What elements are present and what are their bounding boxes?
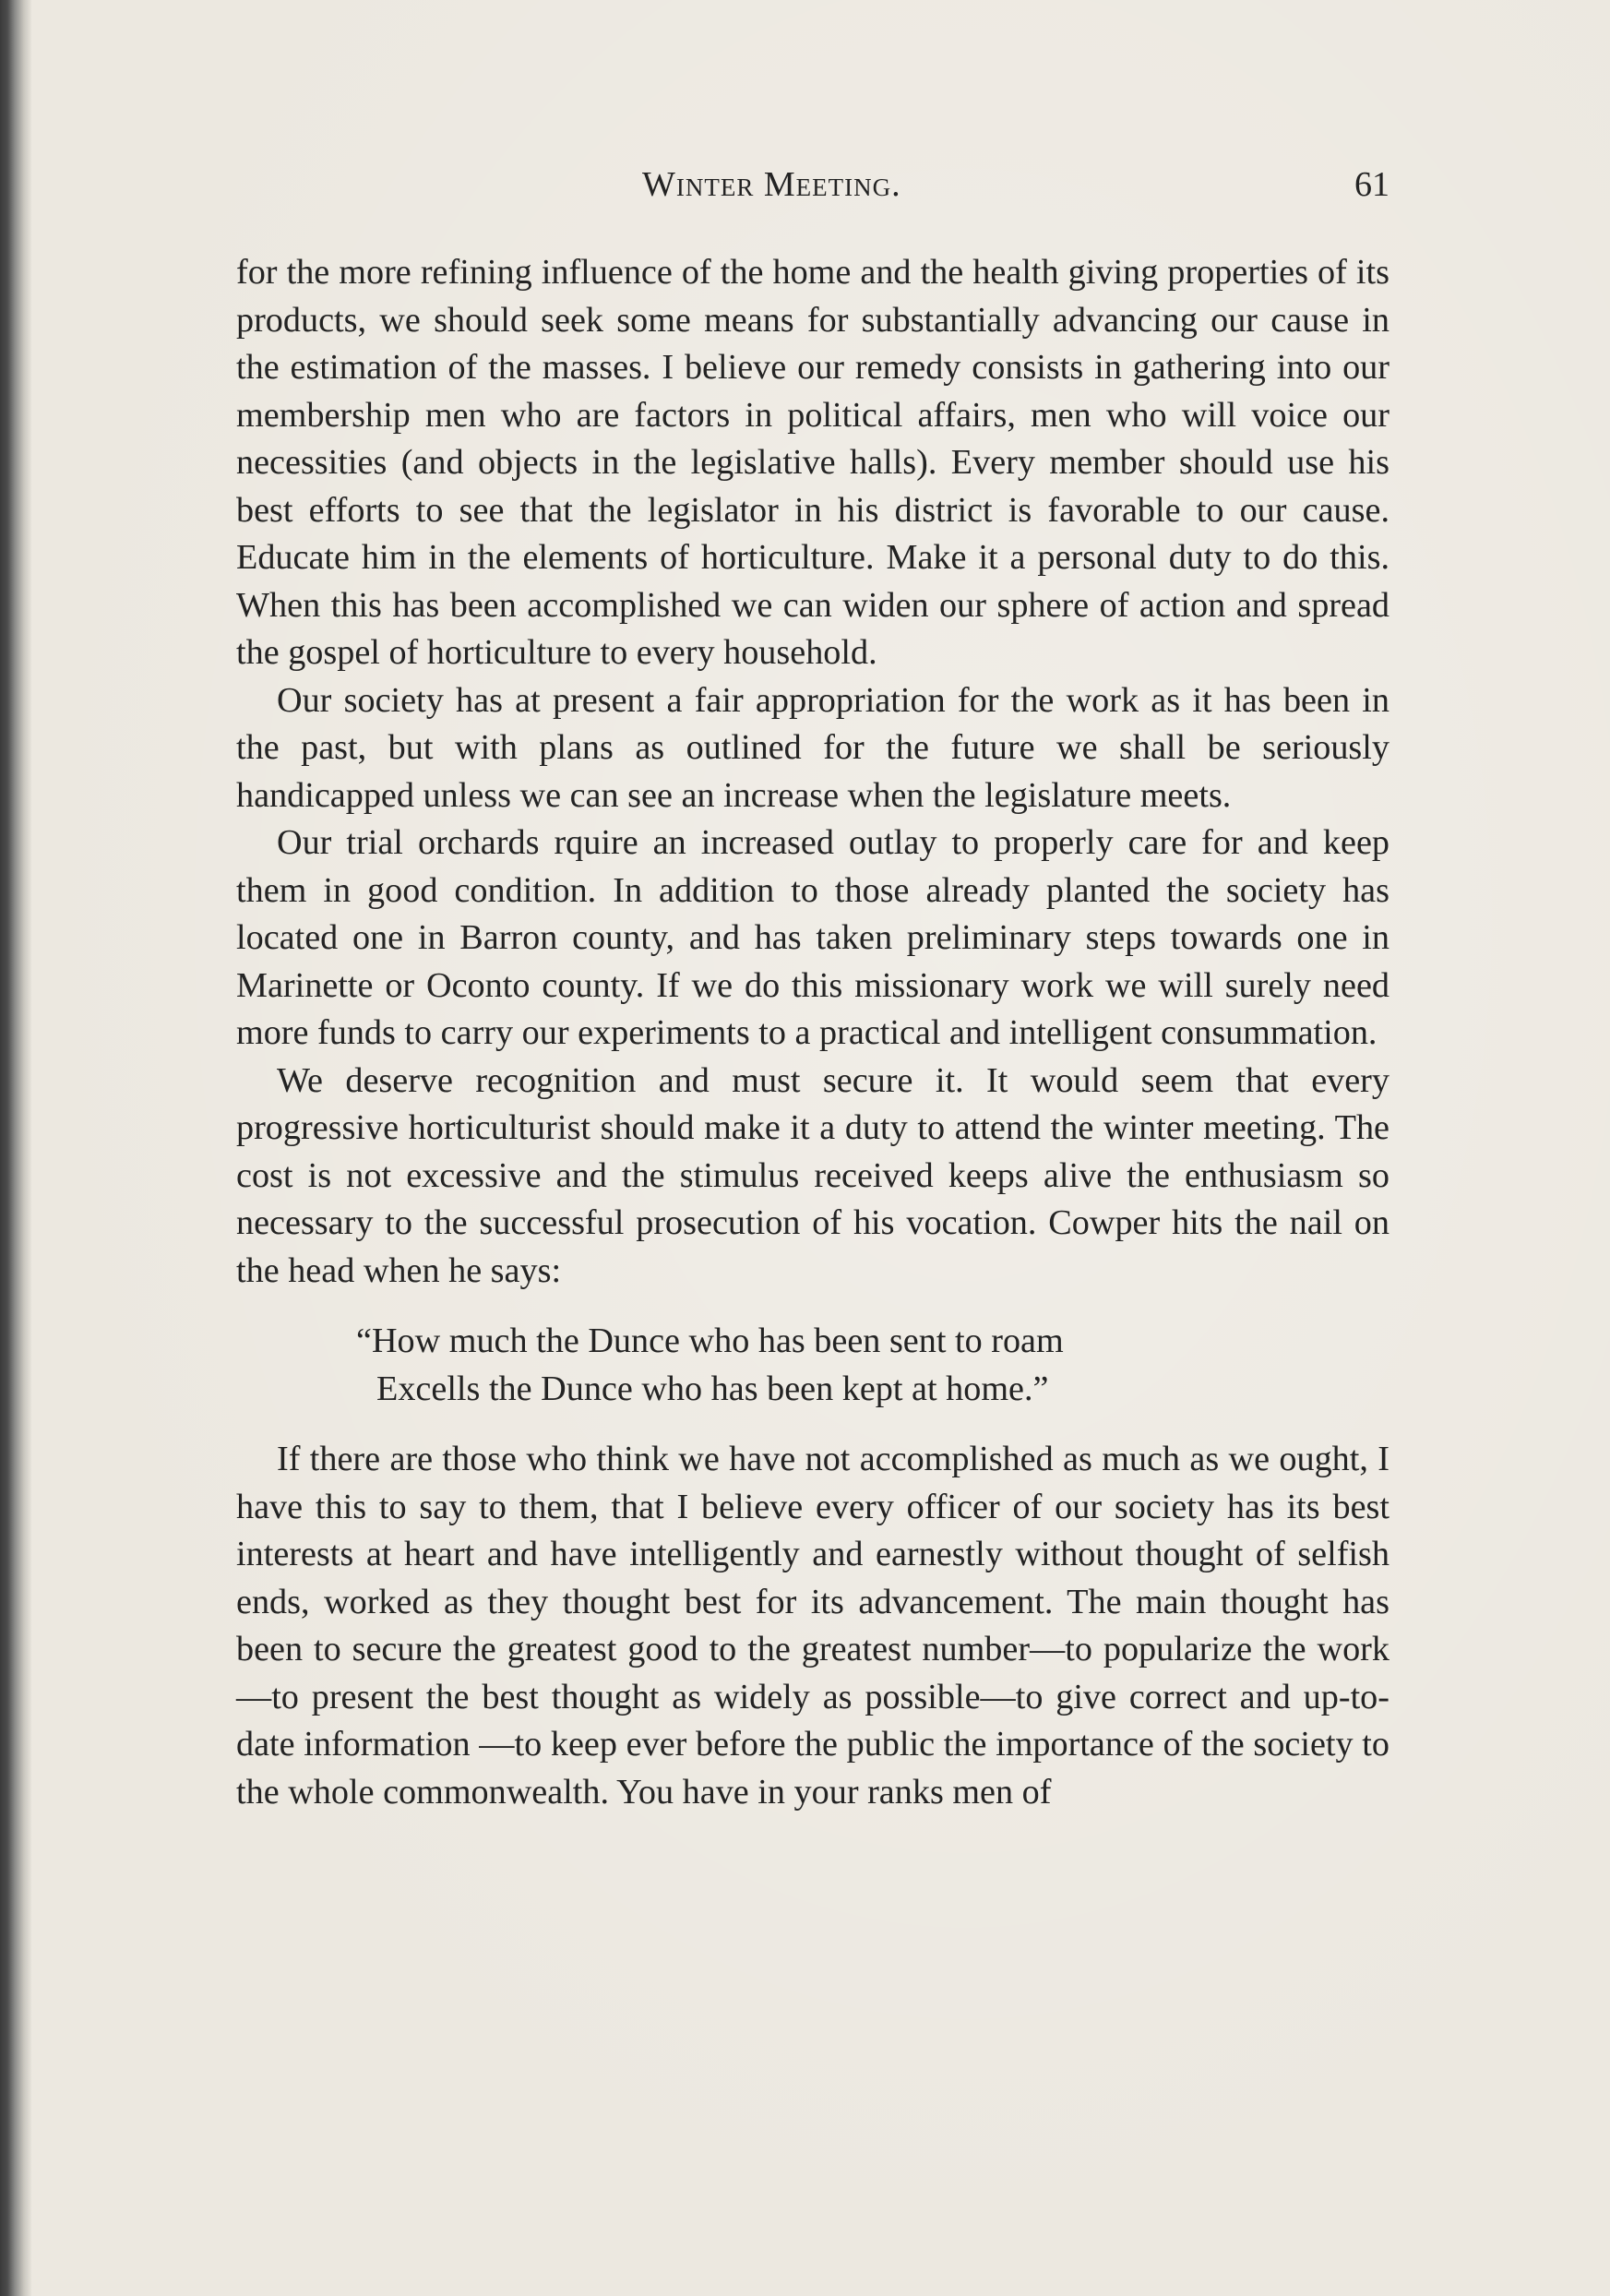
book-binding-edge (0, 0, 31, 2296)
page-header (236, 164, 1389, 216)
page-number: 61 (1354, 165, 1389, 204)
paragraph-3: Our trial orchards rquire an increased outlay to properly care for and keep them in good condition. In addition to those already planted the society has located one in Barron county, and has taken preliminary steps towards one in Marinette or Oconto county. If we do this missionary work we will surely need more funds to carry our experiments to a practical and intelligent consummation. (236, 823, 1389, 1052)
running-title: Winter Meeting. (642, 165, 901, 204)
verse-line-1: “How much the Dunce who has been sent to roam (356, 1321, 1064, 1360)
paragraph-5: If there are those who think we have not accomplished as much as we ought, I have this to say to them, that I believe every officer of our society has its best interests at heart and have intelligently and earnestly without thought of selfish ends, worked as they thought best for its advancement. The main thought has been to secure the greatest good to the greatest number—to popularize the work—to present the best thought as widely as possible—to give correct and up-to-date information —to keep ever before the public the importance of the society to the whole commonwealth. You have in your ranks men of (236, 1440, 1389, 1812)
body-text (236, 249, 1389, 1816)
paragraph-4: We deserve recognition and must secure it. It would seem that every progressive horticulturist should make it a duty to attend the winter meeting. The cost is not excessive and the stimulus received keeps alive the enthusiasm so necessary to the successful prosecution of his vocation. Cowper hits the nail on the head when he says: (236, 1060, 1389, 1290)
paragraph-1: for the more refining influence of the home and the health giving properties of its products, we should seek some means for substantially advancing our cause in the estimation of the masses. I believe our remedy consists in gathering into our membership men who are factors in political affairs, men who will voice our necessities (and objects in the legislative halls). Every member should use his best efforts to see that the legislator in his district is favorable to our cause. Educate him in the elements of horticulture. Make it a personal duty to do this. When this has been accomplished we can widen our sphere of action and spread the gospel of horticulture to every household. (236, 253, 1389, 672)
paragraph-2: Our society has at present a fair appropriation for the work as it has been in the past, but with plans as outlined for the future we shall be seriously handicapped unless we can see an increase when the legislature meets. (236, 680, 1389, 815)
verse-quotation (236, 1318, 1389, 1413)
verse-line-2: Excells the Dunce who has been kept at home.” (376, 1369, 1049, 1408)
